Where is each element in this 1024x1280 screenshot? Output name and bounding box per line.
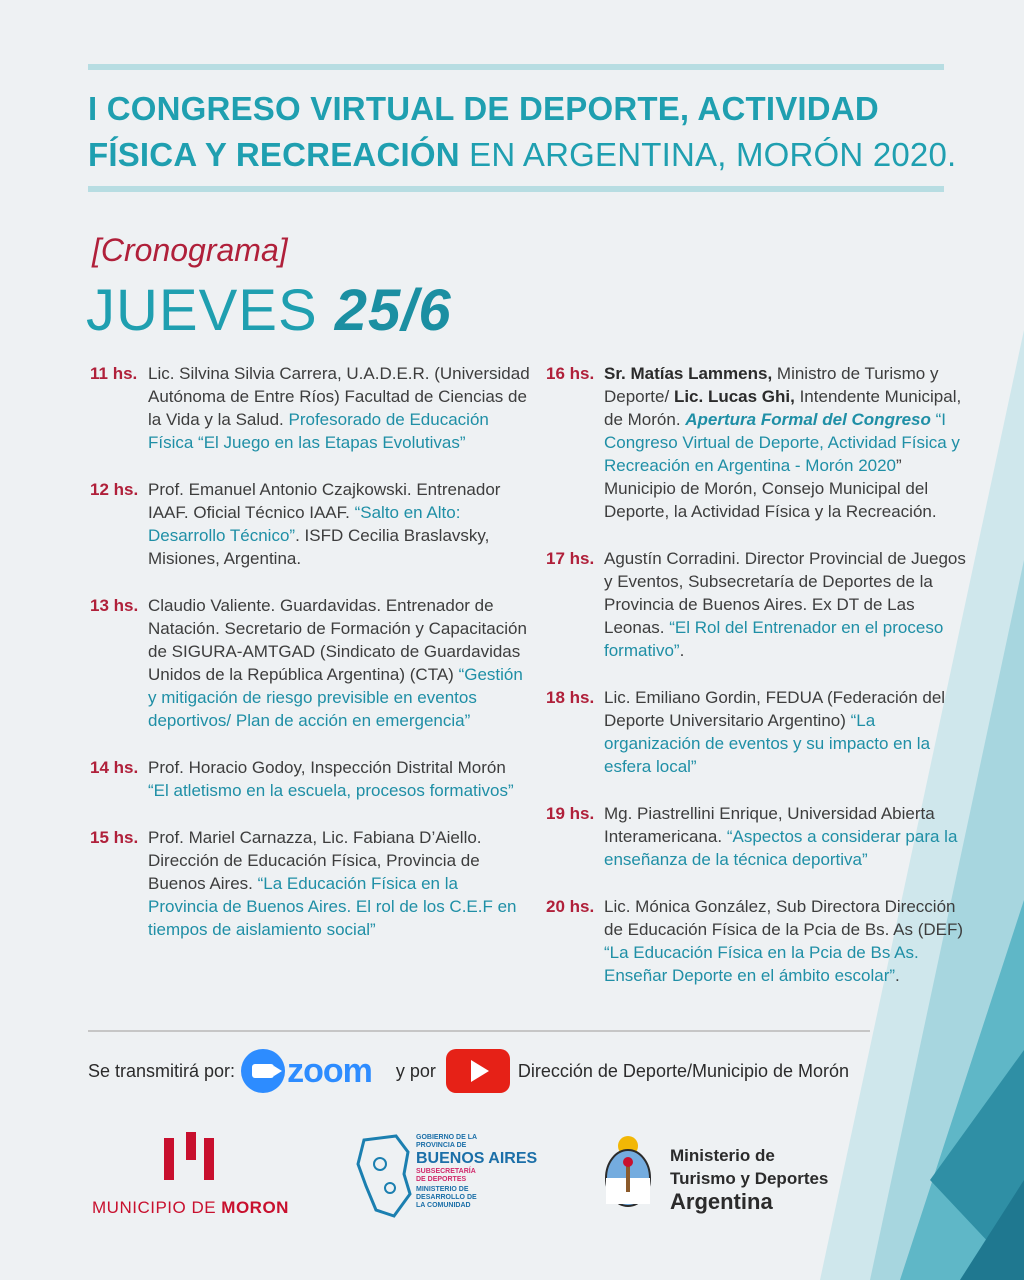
item-text-after: . — [679, 641, 685, 660]
footer-divider — [88, 1030, 870, 1032]
zoom-camera-icon — [241, 1049, 285, 1093]
item-text: Claudio Valiente. Guardavidas. Entrenador de Natación. Secretario de Formación y Capacitación de SIGURA-AMTGAD (Sindicato de Guardavidas Unidos de la República Argentina) (CTA) — [148, 596, 527, 684]
schedule-item-16 — [546, 362, 966, 523]
time-label: 20 hs. — [546, 897, 595, 916]
item-highlight: “Aspectos a considerar para la enseñanza de la técnica deportiva” — [604, 827, 958, 869]
subtitle: [Cronograma] — [92, 232, 288, 268]
item-highlight: “La Educación Física en la Provincia de Buenos Aires. El rol de los C.E.F en tiempos de aislamiento social” — [148, 874, 517, 939]
ministerio-wordmark: Ministerio de Turismo y Deportes Argentina — [670, 1146, 829, 1214]
item-text-after: . ISFD Cecilia Braslavsky, Misiones, Argentina. — [148, 526, 490, 568]
schedule-item-17 — [546, 547, 966, 662]
time-label: 19 hs. — [546, 804, 595, 823]
item-text: Lic. Emiliano Gordin, FEDUA (Federación del Deporte Universitario Argentino) — [604, 688, 946, 730]
ba-text: GOBIERNO DE LA PROVINCIA DE BUENOS AIRES SUBSECRETARÍA DE DEPORTES MINISTERIO DE DESARROLLO DE LA COMUNIDAD — [416, 1134, 538, 1209]
item-highlight: “La Educación Física en la Pcia de Bs As. Enseñar Deporte en el ámbito escolar” — [604, 943, 919, 985]
schedule-item-12 — [90, 478, 530, 570]
time-label: 11 hs. — [90, 364, 138, 383]
stream-channel: Dirección de Deporte/Municipio de Morón — [517, 1060, 850, 1081]
item-text: Prof. Emanuel Antonio Czajkowski. Entrenador IAAF. Oficial Técnico IAAF. — [148, 480, 501, 522]
speaker-name: Lic. Lucas Ghi, — [673, 387, 795, 406]
item-highlight: “El atletismo en la escuela, procesos formativos” — [148, 781, 514, 800]
time-label: 13 hs. — [90, 596, 139, 615]
buenos-aires-logo — [356, 1134, 556, 1220]
moron-mark-icon — [164, 1132, 224, 1182]
item-highlight: “I Congreso Virtual de Deporte, Actividad Física y Recreación en Argentina - Morón 2020 — [604, 410, 960, 475]
item-text: Lic. Mónica González, Sub Directora Dirección de Educación Física de la Pcia de Bs. As (DEF) — [604, 897, 964, 939]
stream-info — [88, 1048, 849, 1094]
zoom-logo-text: zoom — [287, 1051, 372, 1090]
time-label: 17 hs. — [546, 549, 595, 568]
schedule-item-11 — [90, 362, 530, 454]
time-label: 16 hs. — [546, 364, 595, 383]
day-heading — [86, 276, 452, 346]
schedule-item-15 — [90, 826, 530, 941]
item-highlight: “El Rol del Entrenador en el proceso formativo” — [604, 618, 944, 660]
title-bold: I CONGRESO VIRTUAL DE DEPORTE, ACTIVIDAD FÍSICA Y RECREACIÓN — [88, 90, 879, 173]
schedule-item-20 — [546, 895, 966, 987]
item-text: Ministro de Turismo y Deporte/ — [604, 364, 939, 406]
province-map-icon — [356, 1134, 412, 1218]
argentina-shield-icon — [600, 1132, 656, 1216]
speaker-name: Sr. Matías Lammens, — [604, 364, 773, 383]
moron-wordmark: MUNICIPIO DE MORON — [92, 1198, 289, 1217]
item-text: Mg. Piastrellini Enrique, Universidad Abierta Interamericana. — [604, 804, 935, 846]
item-text-after: . — [895, 966, 900, 985]
youtube-icon — [446, 1049, 510, 1093]
item-text: Prof. Mariel Carnazza, Lic. Fabiana D’Aiello. Dirección de Educación Física, Provincia de Buenos Aires. — [148, 828, 482, 893]
municipio-moron-logo — [92, 1132, 292, 1222]
ministerio-logo — [600, 1132, 860, 1222]
header-rule-bottom — [88, 186, 944, 192]
item-highlight: “Gestión y mitigación de riesgo previsible en eventos deportivos/ Plan de acción en emergencia” — [148, 665, 523, 730]
schedule-right — [546, 362, 966, 1011]
schedule-item-14 — [90, 756, 530, 802]
item-text: Agustín Corradini. Director Provincial de Juegos y Eventos, Subsecretaría de Deportes de la Provincia de Buenos Aires. Ex DT de Las Leonas. — [604, 549, 966, 637]
time-label: 18 hs. — [546, 688, 595, 707]
item-text: Prof. Horacio Godoy, Inspección Distrital Morón — [148, 758, 506, 777]
time-label: 12 hs. — [90, 480, 139, 499]
day-label: JUEVES — [86, 278, 335, 343]
header-rule-top — [88, 64, 944, 70]
item-text: Intendente Municipal, de Morón. — [604, 387, 962, 429]
time-label: 15 hs. — [90, 828, 139, 847]
time-label: 14 hs. — [90, 758, 139, 777]
stream-and: y por — [395, 1060, 436, 1081]
day-date: 25/6 — [334, 278, 452, 343]
item-text: Lic. Silvina Silvia Carrera, U.A.D.E.R. (Universidad Autónoma de Entre Ríos) Facultad de Ciencias de la Vida y la Salud. — [148, 364, 530, 429]
page-title — [88, 86, 968, 178]
item-highlight-bold: Apertura Formal del Congreso — [685, 410, 931, 429]
schedule-item-18 — [546, 686, 966, 778]
item-highlight: “Salto en Alto: Desarrollo Técnico” — [148, 503, 461, 545]
schedule-item-13 — [90, 594, 530, 732]
title-rest: EN ARGENTINA, MORÓN 2020. — [459, 136, 957, 173]
stream-label: Se transmitirá por: — [88, 1060, 236, 1081]
item-text-after: ” Municipio de Morón, Consejo Municipal del Deporte, la Actividad Física y la Recreación. — [604, 456, 937, 521]
item-highlight: “La organización de eventos y su impacto en la esfera local” — [604, 711, 931, 776]
schedule-left — [90, 362, 530, 965]
item-highlight: Profesorado de Educación Física “El Juego en las Etapas Evolutivas” — [148, 410, 489, 452]
schedule-item-19 — [546, 802, 966, 871]
